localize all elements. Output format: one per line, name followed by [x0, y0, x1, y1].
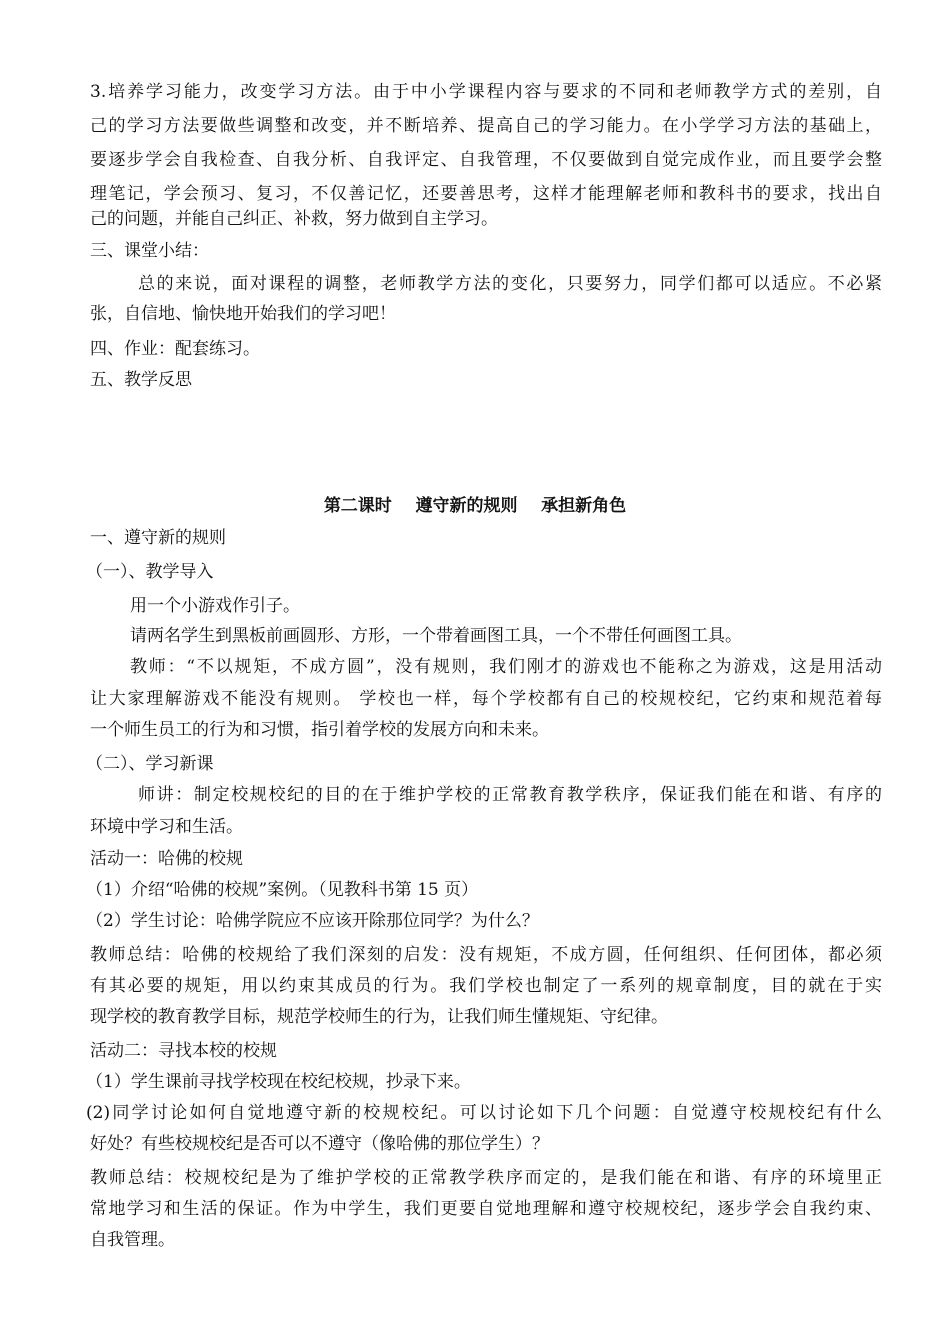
section-heading: 一、遵守新的规则 [90, 528, 226, 548]
lesson-title: 第二课时 遵守新的规则 承担新角色 [323, 496, 627, 516]
paragraph-line: （2）学生讨论：哈佛学院应不应该开除那位同学？为什么？ [86, 911, 539, 931]
paragraph-line: 让大家理解游戏不能没有规则。 学校也一样，每个学校都有自己的校规校纪，它约束和规范着每 [90, 689, 882, 709]
paragraph-line: 用一个小游戏作引子。 [130, 596, 300, 616]
paragraph-line: 教师总结：哈佛的校规给了我们深刻的启发：没有规矩，不成方圆，任何组织、任何团体，都必须 [90, 945, 882, 965]
paragraph-line: 师讲：制定校规校纪的目的在于维护学校的正常教育教学秩序，保证我们能在和谐、有序的 [138, 785, 882, 805]
section-heading: 三、课堂小结： [90, 241, 209, 261]
paragraph-line: （1）介绍“哈佛的校规”案例。（见教科书第 15 页） [86, 880, 479, 900]
paragraph-line: 教师：“不以规矩，不成方圆”，没有规则，我们刚才的游戏也不能称之为游戏，这是用活动 [130, 657, 882, 677]
activity-heading: 活动二：寻找本校的校规 [90, 1041, 277, 1061]
paragraph-line: 请两名学生到黑板前画圆形、方形，一个带着画图工具，一个不带任何画图工具。 [130, 626, 742, 646]
paragraph-line: 己的学习方法要做些调整和改变，并不断培养、提高自己的学习能力。在小学学习方法的基础上， [90, 116, 882, 136]
paragraph-line: 环境中学习和生活。 [90, 817, 243, 837]
subsection-heading: （一）、教学导入 [86, 562, 214, 582]
paragraph-line: 一个师生员工的行为和习惯，指引着学校的发展方向和未来。 [90, 720, 549, 740]
subsection-heading: （二）、学习新课 [86, 754, 214, 774]
paragraph-line: 张，自信地、愉快地开始我们的学习吧！ [90, 304, 396, 324]
paragraph-line: 常地学习和生活的保证。作为中学生，我们更要自觉地理解和遵守校规校纪，逐步学会自我约束、 [90, 1199, 882, 1219]
paragraph-line: （1）学生课前寻找学校现在校纪校规，抄录下来。 [86, 1072, 471, 1092]
paragraph-line: (2)同学讨论如何自觉地遵守新的校规校纪。可以讨论如下几个问题：自觉遵守校规校纪有什么 [86, 1103, 882, 1123]
paragraph-line: 要逐步学会自我检查、自我分析、自我评定、自我管理，不仅要做到自觉完成作业，而且要学会整 [90, 150, 882, 170]
paragraph-line: 理笔记，学会预习、复习，不仅善记忆，还要善思考，这样才能理解老师和教科书的要求，找出自 [90, 184, 882, 204]
section-heading: 四、作业：配套练习。 [90, 339, 260, 359]
paragraph-line: 现学校的教育教学目标，规范学校师生的行为，让我们师生懂规矩、守纪律。 [90, 1007, 668, 1027]
paragraph-line: 教师总结：校规校纪是为了维护学校的正常教学秩序而定的，是我们能在和谐、有序的环境里正 [90, 1168, 882, 1188]
paragraph-line: 自我管理。 [90, 1230, 175, 1250]
paragraph-line: 总的来说，面对课程的调整，老师教学方法的变化，只要努力，同学们都可以适应。不必紧 [138, 274, 882, 294]
paragraph-line: 己的问题，并能自己纠正、补救，努力做到自主学习。 [90, 209, 498, 229]
paragraph-line: 好处？有些校规校纪是否可以不遵守（像哈佛的那位学生）？ [90, 1134, 549, 1154]
paragraph-line: 有其必要的规矩，用以约束其成员的行为。我们学校也制定了一系列的规章制度，目的就在于实 [90, 976, 882, 996]
section-heading: 五、教学反思 [90, 370, 192, 390]
activity-heading: 活动一：哈佛的校规 [90, 849, 243, 869]
paragraph-line: 3.培养学习能力，改变学习方法。由于中小学课程内容与要求的不同和老师教学方式的差别，自 [90, 82, 882, 102]
